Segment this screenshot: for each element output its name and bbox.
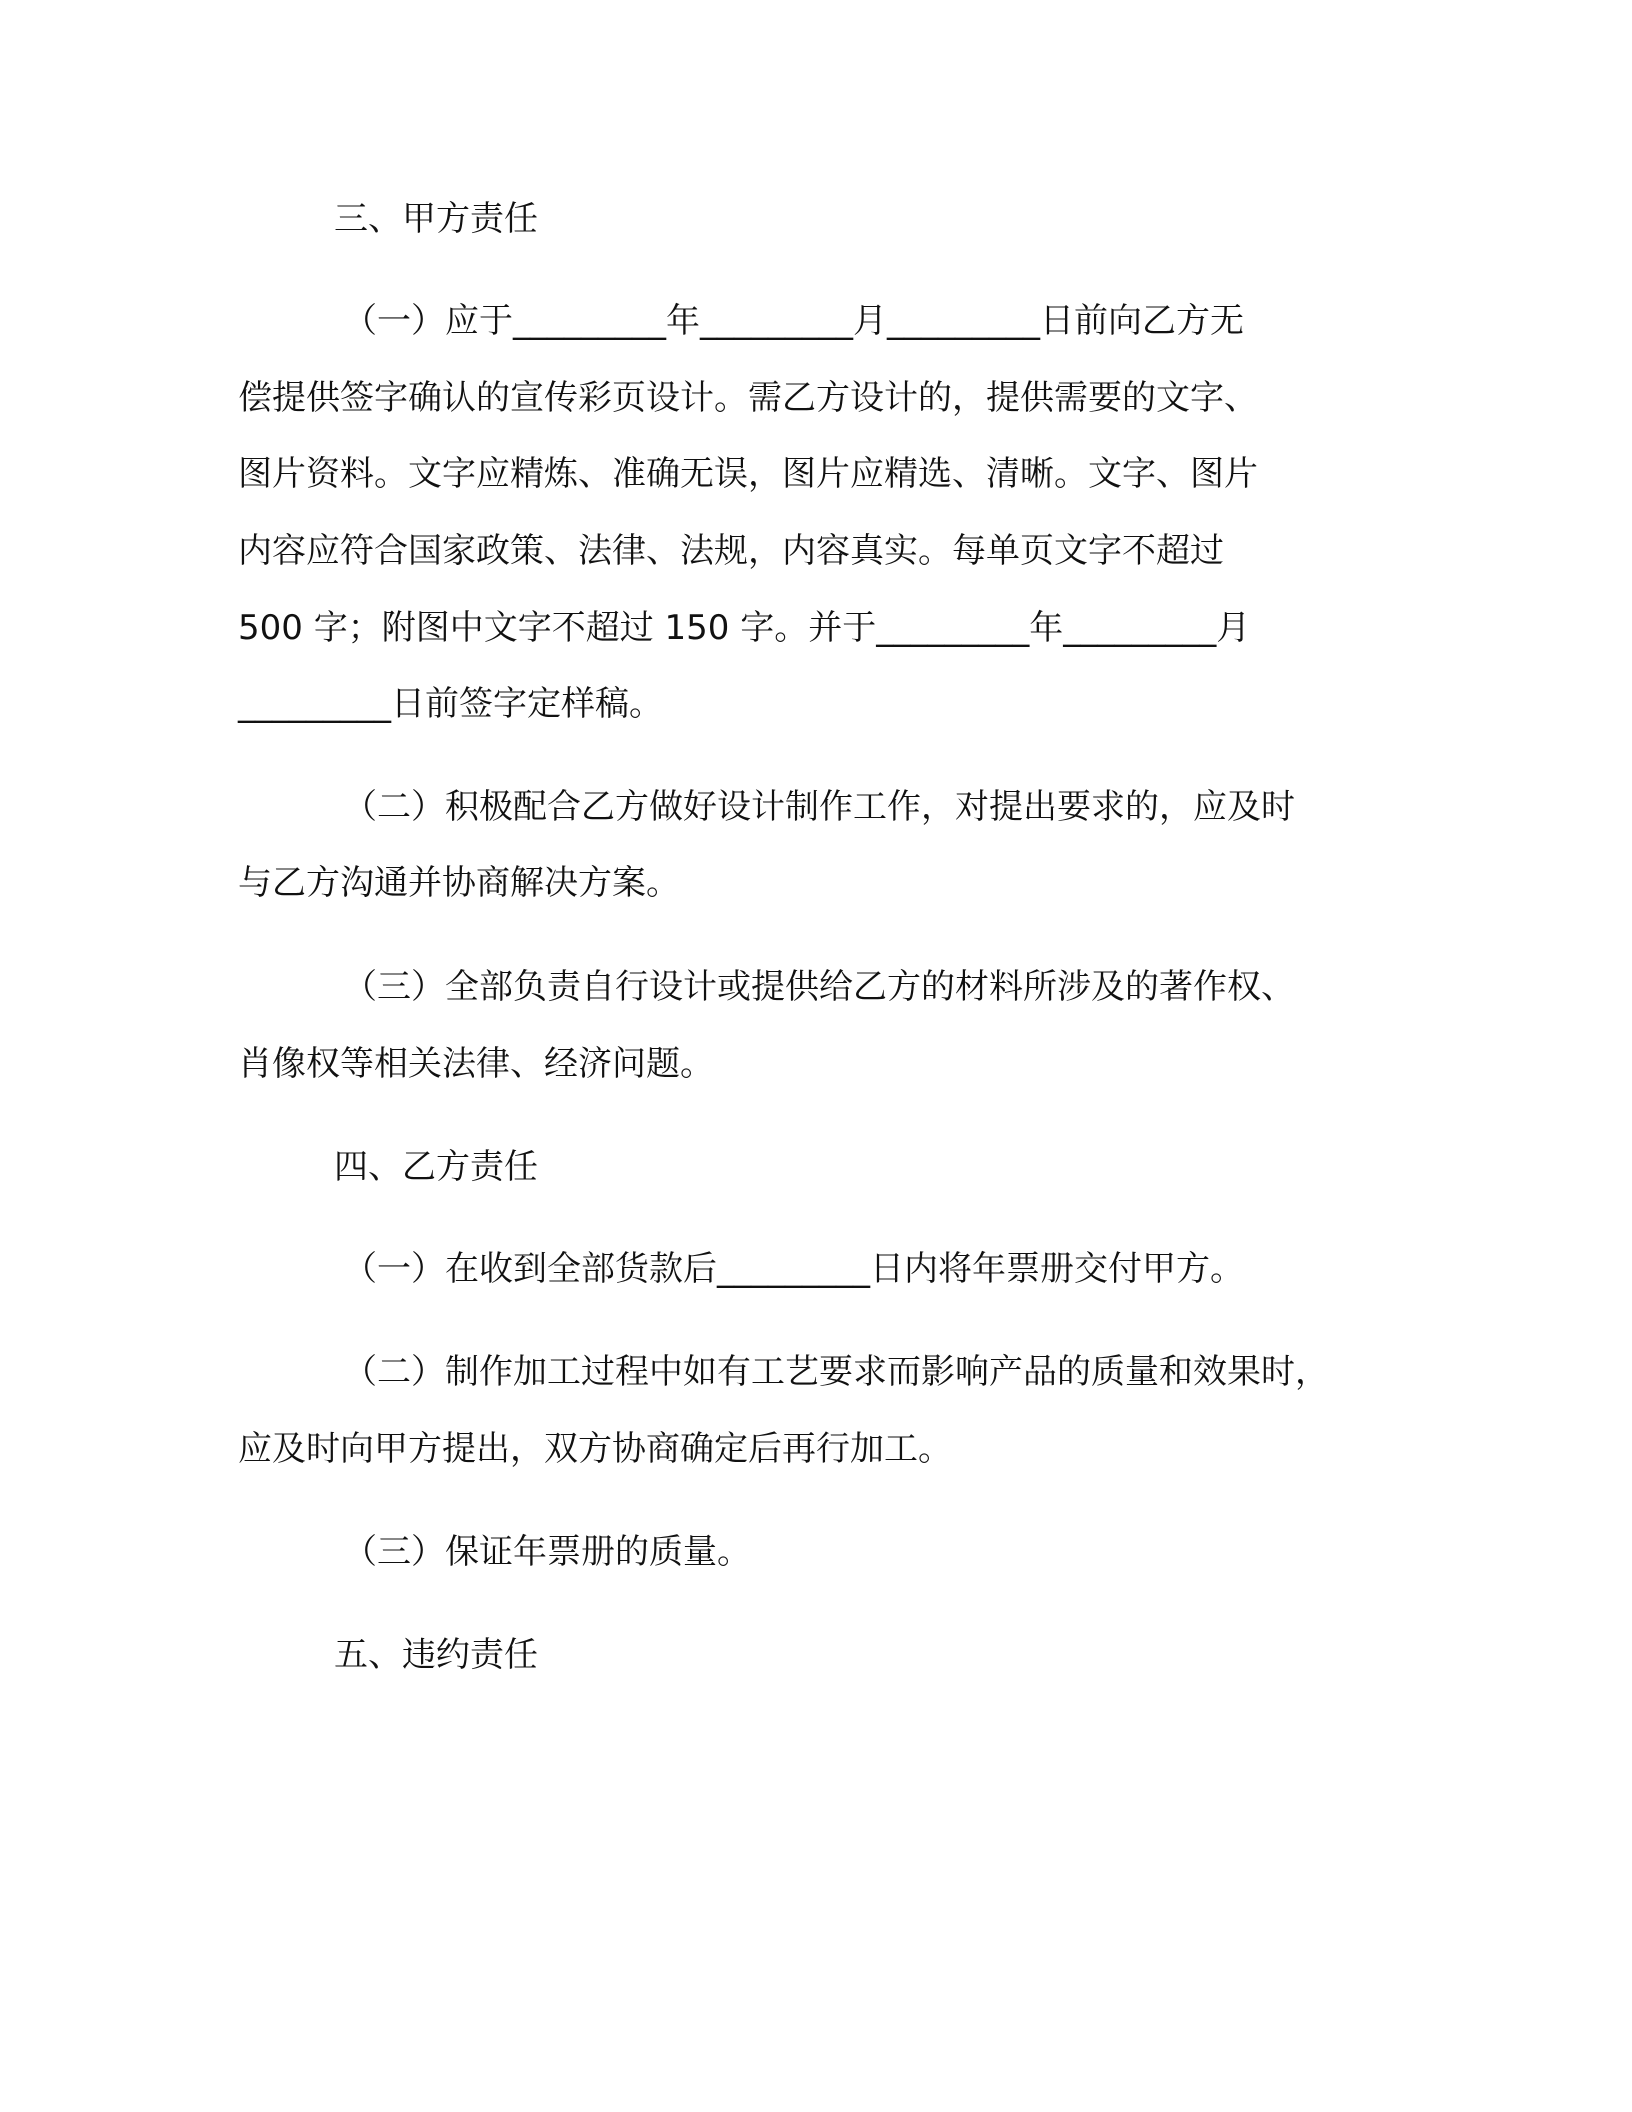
clause-a1-line-3: 图片资料。文字应精炼、准确无误，图片应精选、清晰。文字、图片 xyxy=(238,454,1258,494)
clause-a1-line-5: 500 字；附图中文字不超过 150 字。并于_________年_________月 xyxy=(238,608,1251,648)
clause-b2-line-2: 应及时向甲方提出，双方协商确定后再行加工。 xyxy=(238,1429,952,1469)
section-heading-party-a: 三、甲方责任 xyxy=(334,199,538,239)
clause-a2-line-2: 与乙方沟通并协商解决方案。 xyxy=(238,863,680,903)
clause-a3-line-2: 肖像权等相关法律、经济问题。 xyxy=(238,1044,714,1084)
section-heading-breach: 五、违约责任 xyxy=(334,1635,538,1675)
clause-b3-line-1: （三）保证年票册的质量。 xyxy=(343,1532,751,1572)
clause-b2-line-1: （二）制作加工过程中如有工艺要求而影响产品的质量和效果时， xyxy=(343,1352,1329,1392)
clause-b1-line-1: （一）在收到全部货款后_________日内将年票册交付甲方。 xyxy=(343,1249,1244,1289)
clause-a1-line-6: _________日前签字定样稿。 xyxy=(238,684,663,724)
clause-a1-line-4: 内容应符合国家政策、法律、法规，内容真实。每单页文字不超过 xyxy=(238,531,1224,571)
section-heading-party-b: 四、乙方责任 xyxy=(334,1147,538,1187)
clause-a1-line-2: 偿提供签字确认的宣传彩页设计。需乙方设计的，提供需要的文字、 xyxy=(238,378,1258,418)
clause-a1-line-1: （一）应于_________年_________月_________日前向乙方无 xyxy=(343,301,1244,341)
clause-a3-line-1: （三）全部负责自行设计或提供给乙方的材料所涉及的著作权、 xyxy=(343,967,1295,1007)
clause-a2-line-1: （二）积极配合乙方做好设计制作工作，对提出要求的，应及时 xyxy=(343,787,1295,827)
